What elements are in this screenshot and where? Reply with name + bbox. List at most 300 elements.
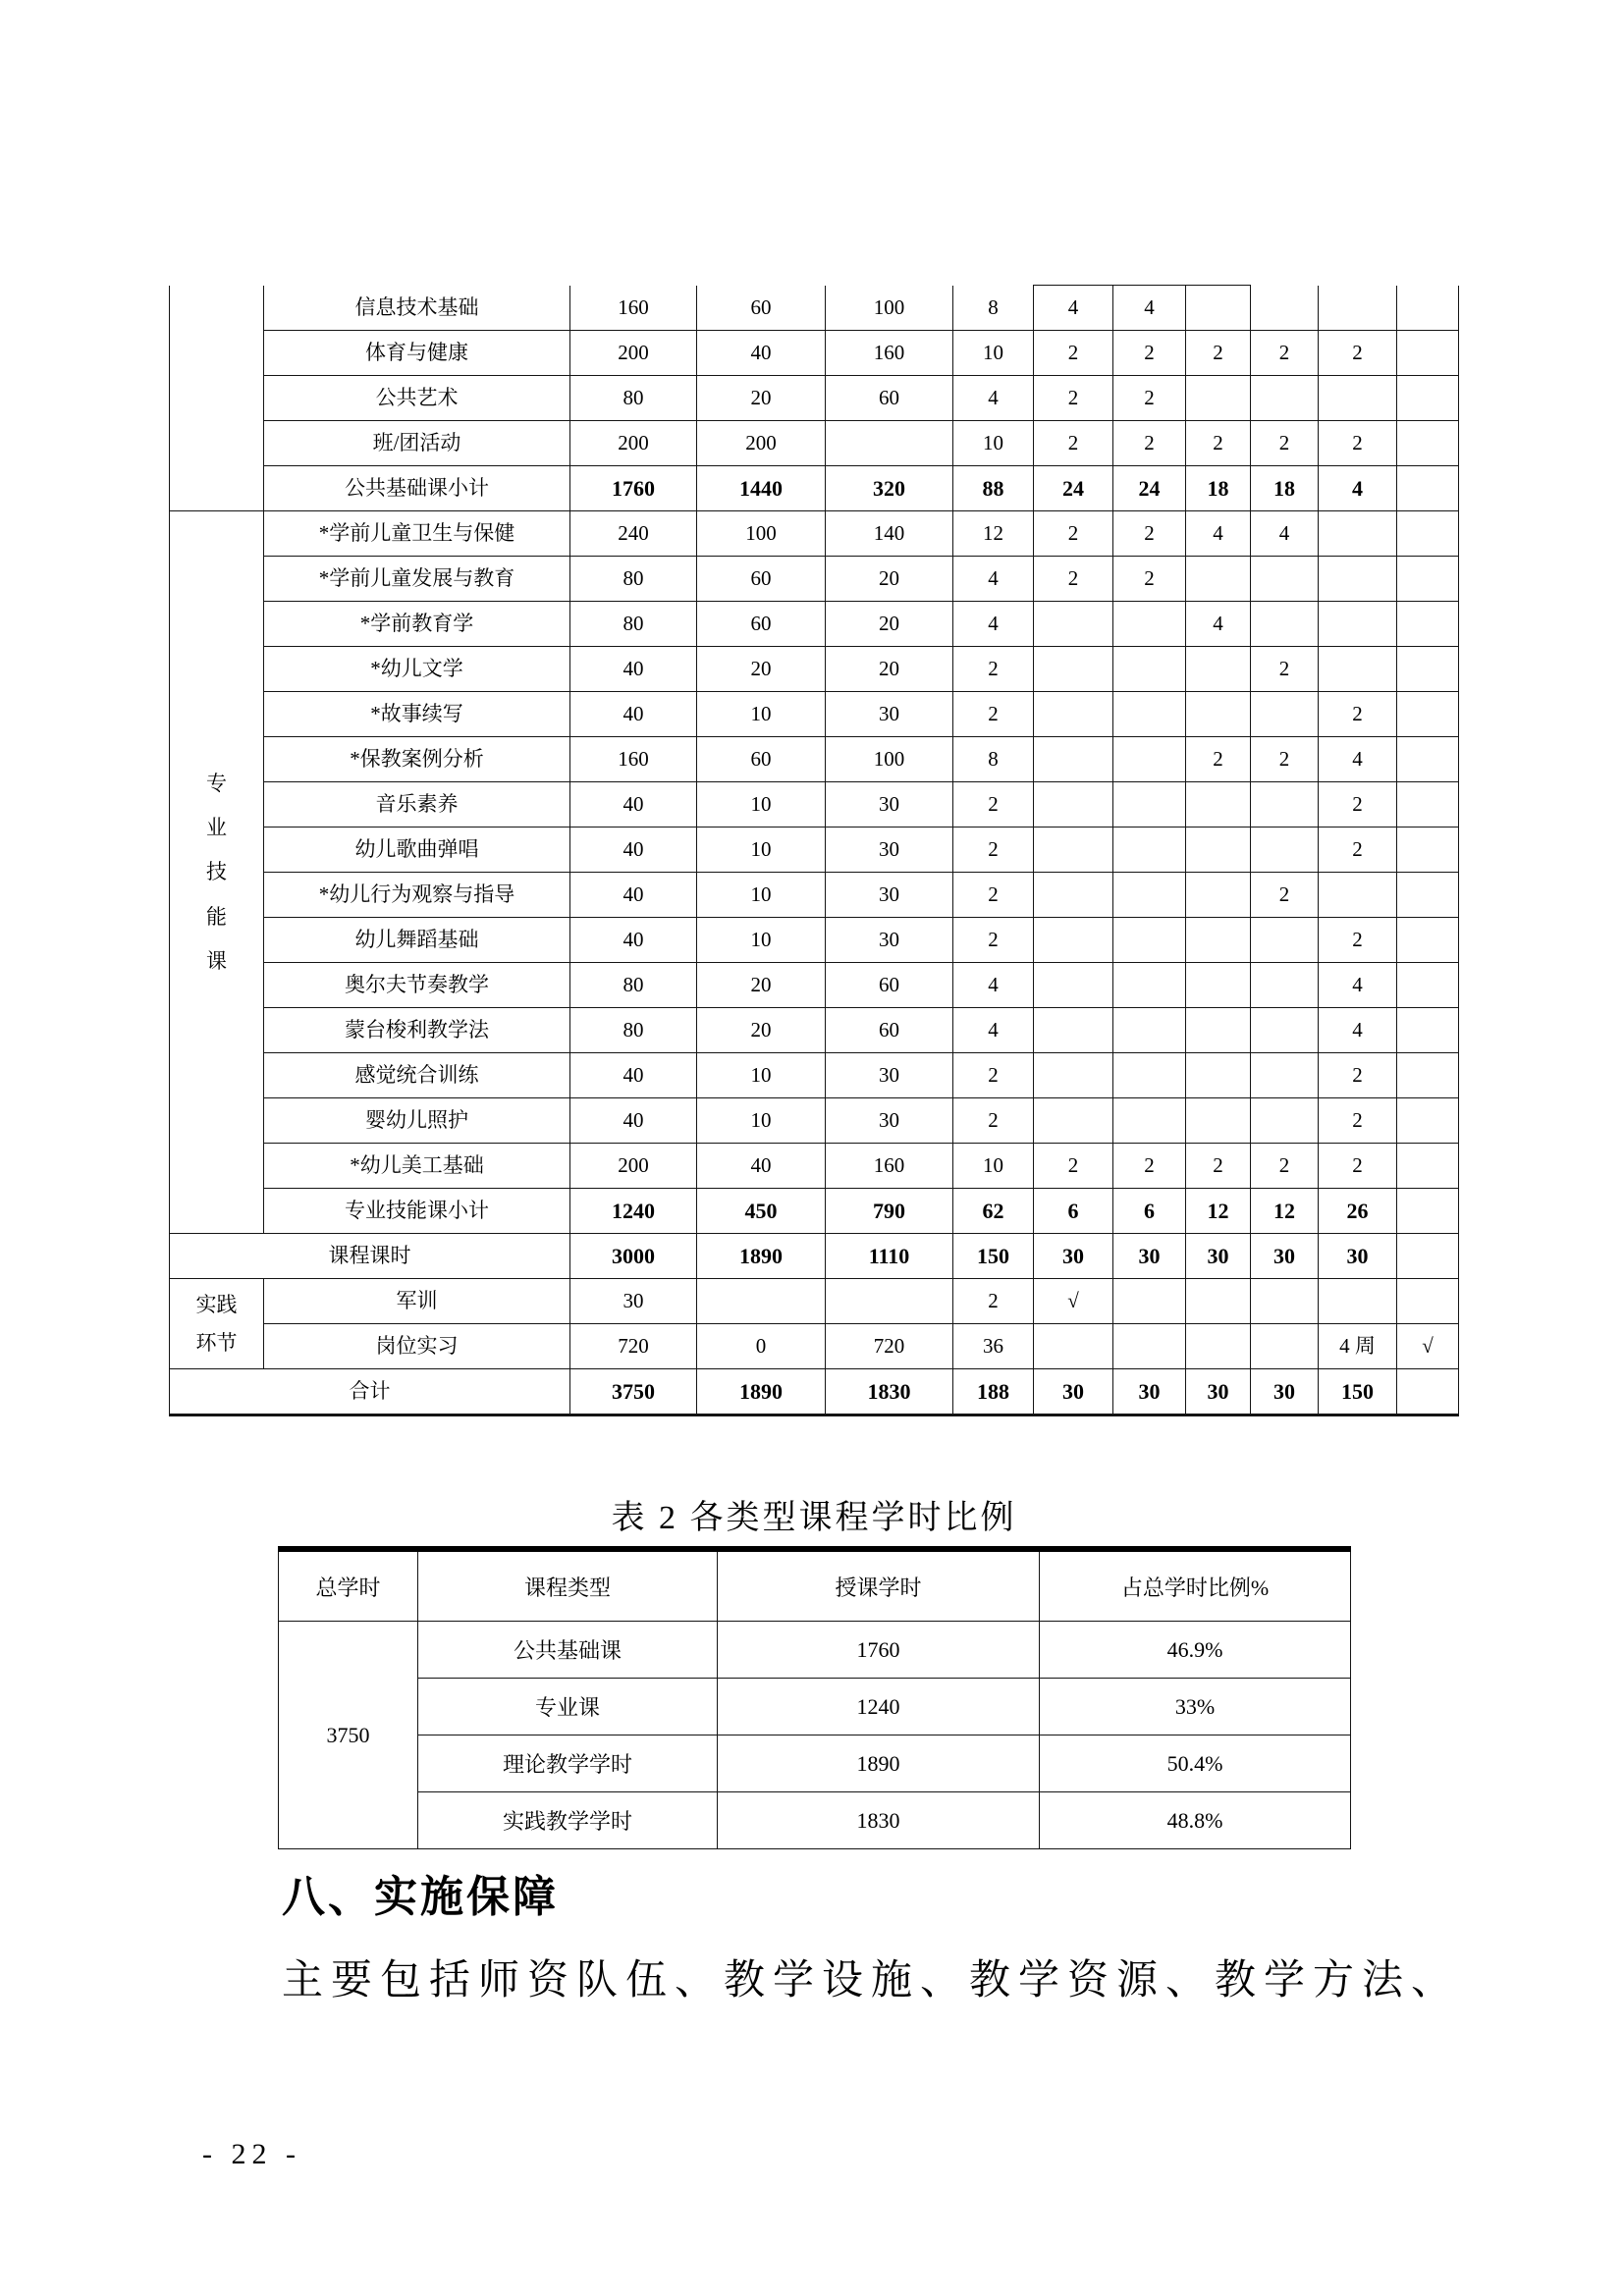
- sem5-weekly-cell: [1319, 557, 1397, 602]
- course-name-cell: 公共基础课小计: [264, 466, 570, 511]
- practice-hours-cell: 20: [826, 602, 953, 647]
- sem1-weekly-cell: 2: [1034, 421, 1113, 466]
- theory-hours-cell: 450: [697, 1189, 826, 1234]
- table2-header-type: 课程类型: [418, 1549, 718, 1622]
- course-name-cell: *学前儿童卫生与保健: [264, 511, 570, 557]
- credits-cell: 4: [953, 963, 1034, 1008]
- theory-hours-cell: 10: [697, 1053, 826, 1098]
- sem2-weekly-cell: [1113, 1279, 1186, 1324]
- theory-hours-cell: 200: [697, 421, 826, 466]
- course-type-cell: 实践教学学时: [418, 1792, 718, 1849]
- sem5-weekly-cell: 4: [1319, 963, 1397, 1008]
- sem5-weekly-cell: [1319, 873, 1397, 918]
- sem5-weekly-cell: [1319, 647, 1397, 692]
- sem3-weekly-cell: [1186, 647, 1251, 692]
- remark-cell: √: [1397, 1324, 1459, 1369]
- sem5-weekly-cell: 2: [1319, 918, 1397, 963]
- sem3-weekly-cell: [1186, 828, 1251, 873]
- course-name-cell: *学前儿童发展与教育: [264, 557, 570, 602]
- sem3-weekly-cell: [1186, 1053, 1251, 1098]
- course-name-cell: 蒙台梭利教学法: [264, 1008, 570, 1053]
- practice-hours-cell: 320: [826, 466, 953, 511]
- course-name-cell: *学前教育学: [264, 602, 570, 647]
- total-hours-cell: 160: [570, 286, 697, 331]
- sem5-weekly-cell: [1319, 602, 1397, 647]
- credits-cell: 10: [953, 1144, 1034, 1189]
- remark-cell: [1397, 1279, 1459, 1324]
- sem4-weekly-cell: [1251, 1279, 1319, 1324]
- credits-cell: 8: [953, 286, 1034, 331]
- total-hours-cell: 40: [570, 1098, 697, 1144]
- credits-cell: 88: [953, 466, 1034, 511]
- sem4-weekly-cell: 2: [1251, 421, 1319, 466]
- total-hours-cell: 80: [570, 1008, 697, 1053]
- theory-hours-cell: 20: [697, 647, 826, 692]
- sem2-weekly-cell: 24: [1113, 466, 1186, 511]
- remark-cell: [1397, 1098, 1459, 1144]
- sem3-weekly-cell: 2: [1186, 421, 1251, 466]
- sem3-weekly-cell: 30: [1186, 1369, 1251, 1415]
- sem1-weekly-cell: 2: [1034, 511, 1113, 557]
- credits-cell: 2: [953, 647, 1034, 692]
- sem4-weekly-cell: [1251, 692, 1319, 737]
- remark-cell: [1397, 873, 1459, 918]
- theory-hours-cell: 1890: [697, 1369, 826, 1415]
- sem1-weekly-cell: [1034, 737, 1113, 782]
- practice-hours-cell: 30: [826, 918, 953, 963]
- total-hours-cell: 40: [570, 873, 697, 918]
- table-row: [170, 376, 1459, 421]
- total-hours-cell: 240: [570, 511, 697, 557]
- remark-cell: [1397, 376, 1459, 421]
- practice-hours-cell: 30: [826, 1098, 953, 1144]
- course-name-cell: 专业技能课小计: [264, 1189, 570, 1234]
- sem1-weekly-cell: [1034, 692, 1113, 737]
- table2-header-hours: 授课学时: [718, 1549, 1040, 1622]
- course-name-cell: 奥尔夫节奏教学: [264, 963, 570, 1008]
- course-name-cell: *保教案例分析: [264, 737, 570, 782]
- practice-hours-cell: 140: [826, 511, 953, 557]
- section-heading: 八、实施保障: [282, 1873, 559, 1921]
- sem1-weekly-cell: 6: [1034, 1189, 1113, 1234]
- theory-hours-cell: 40: [697, 331, 826, 376]
- remark-cell: [1397, 647, 1459, 692]
- remark-cell: [1397, 466, 1459, 511]
- teaching-hours-cell: 1890: [718, 1735, 1040, 1792]
- sem4-weekly-cell: [1251, 828, 1319, 873]
- table-row: [170, 1279, 1459, 1324]
- total-hours-cell: 80: [570, 602, 697, 647]
- sem3-weekly-cell: 2: [1186, 1144, 1251, 1189]
- sem4-weekly-cell: [1251, 782, 1319, 828]
- sem2-weekly-cell: 6: [1113, 1189, 1186, 1234]
- course-name-cell: *幼儿行为观察与指导: [264, 873, 570, 918]
- sem5-weekly-cell: [1319, 286, 1397, 331]
- practice-hours-cell: 100: [826, 737, 953, 782]
- table2-header-ratio: 占总学时比例%: [1040, 1549, 1351, 1622]
- table-row: [170, 647, 1459, 692]
- table2-row: [279, 1622, 1351, 1679]
- category-cell-public: [170, 286, 264, 511]
- course-name-cell: 信息技术基础: [264, 286, 570, 331]
- total-hours-cell: 30: [570, 1279, 697, 1324]
- course-name-cell: 军训: [264, 1279, 570, 1324]
- total-hours-cell: 200: [570, 331, 697, 376]
- sem2-weekly-cell: [1113, 737, 1186, 782]
- total-hours-cell: 40: [570, 1053, 697, 1098]
- sem1-weekly-cell: [1034, 1098, 1113, 1144]
- course-type-cell: 专业课: [418, 1679, 718, 1735]
- sem2-weekly-cell: 4: [1113, 286, 1186, 331]
- sem2-weekly-cell: [1113, 873, 1186, 918]
- remark-cell: [1397, 557, 1459, 602]
- sem4-weekly-cell: 2: [1251, 647, 1319, 692]
- table-row: [170, 1008, 1459, 1053]
- total-hours-cell: 3750: [570, 1369, 697, 1415]
- theory-hours-cell: 60: [697, 602, 826, 647]
- table-row: [170, 873, 1459, 918]
- credits-cell: 4: [953, 557, 1034, 602]
- practice-hours-cell: 30: [826, 873, 953, 918]
- sem1-weekly-cell: 2: [1034, 1144, 1113, 1189]
- ratio-cell: 50.4%: [1040, 1735, 1351, 1792]
- sem2-weekly-cell: [1113, 1098, 1186, 1144]
- table-row: [170, 963, 1459, 1008]
- theory-hours-cell: 60: [697, 557, 826, 602]
- credits-cell: 2: [953, 1098, 1034, 1144]
- sem5-weekly-cell: 4: [1319, 466, 1397, 511]
- theory-hours-cell: 60: [697, 286, 826, 331]
- practice-hours-cell: 1110: [826, 1234, 953, 1279]
- theory-hours-cell: 1440: [697, 466, 826, 511]
- sem5-weekly-cell: 150: [1319, 1369, 1397, 1415]
- curriculum-tbody: [170, 286, 1459, 1415]
- credits-cell: 12: [953, 511, 1034, 557]
- course-name-cell: *故事续写: [264, 692, 570, 737]
- course-type-cell: 理论教学学时: [418, 1735, 718, 1792]
- category-cell-practice: [170, 1279, 264, 1369]
- ratio-cell: 46.9%: [1040, 1622, 1351, 1679]
- sem2-weekly-cell: [1113, 1324, 1186, 1369]
- sem4-weekly-cell: 30: [1251, 1369, 1319, 1415]
- sem2-weekly-cell: [1113, 1008, 1186, 1053]
- sem1-weekly-cell: 30: [1034, 1234, 1113, 1279]
- table-row: [170, 918, 1459, 963]
- sem2-weekly-cell: [1113, 647, 1186, 692]
- remark-cell: [1397, 511, 1459, 557]
- table2-title: 表 2 各类型课程学时比例: [611, 1500, 1017, 1536]
- sem1-weekly-cell: [1034, 647, 1113, 692]
- credits-cell: 4: [953, 376, 1034, 421]
- sem5-weekly-cell: 4 周: [1319, 1324, 1397, 1369]
- total-hours-cell: 1760: [570, 466, 697, 511]
- sem4-weekly-cell: 18: [1251, 466, 1319, 511]
- sem3-weekly-cell: [1186, 1098, 1251, 1144]
- sem4-weekly-cell: [1251, 376, 1319, 421]
- remark-cell: [1397, 737, 1459, 782]
- credits-cell: 2: [953, 692, 1034, 737]
- sem1-weekly-cell: [1034, 1324, 1113, 1369]
- remark-cell: [1397, 1189, 1459, 1234]
- table-row: [170, 782, 1459, 828]
- table-row: [170, 466, 1459, 511]
- sem5-weekly-cell: 4: [1319, 737, 1397, 782]
- sem1-weekly-cell: [1034, 602, 1113, 647]
- page-number: - 22 -: [202, 2138, 301, 2170]
- sem2-weekly-cell: 2: [1113, 331, 1186, 376]
- credits-cell: 150: [953, 1234, 1034, 1279]
- theory-hours-cell: 20: [697, 1008, 826, 1053]
- course-name-cell: 体育与健康: [264, 331, 570, 376]
- credits-cell: 10: [953, 331, 1034, 376]
- practice-hours-cell: [826, 421, 953, 466]
- credits-cell: 62: [953, 1189, 1034, 1234]
- practice-hours-cell: 20: [826, 647, 953, 692]
- table-row: [170, 421, 1459, 466]
- table2-tbody: [279, 1622, 1351, 1849]
- course-name-cell: *幼儿美工基础: [264, 1144, 570, 1189]
- theory-hours-cell: 10: [697, 918, 826, 963]
- practice-hours-cell: [826, 1279, 953, 1324]
- sem4-weekly-cell: [1251, 918, 1319, 963]
- table-row: [170, 1144, 1459, 1189]
- ratio-cell: 33%: [1040, 1679, 1351, 1735]
- credits-cell: 2: [953, 1279, 1034, 1324]
- theory-hours-cell: 20: [697, 963, 826, 1008]
- table-row: [170, 692, 1459, 737]
- sem2-weekly-cell: [1113, 828, 1186, 873]
- remark-cell: [1397, 421, 1459, 466]
- practice-hours-cell: 720: [826, 1324, 953, 1369]
- total-hours-cell: 1240: [570, 1189, 697, 1234]
- sem3-weekly-cell: 12: [1186, 1189, 1251, 1234]
- total-hours-cell: 3000: [570, 1234, 697, 1279]
- sem3-weekly-cell: 4: [1186, 602, 1251, 647]
- remark-cell: [1397, 1008, 1459, 1053]
- sem2-weekly-cell: 2: [1113, 421, 1186, 466]
- sem3-weekly-cell: [1186, 692, 1251, 737]
- sem3-weekly-cell: [1186, 918, 1251, 963]
- sem4-weekly-cell: [1251, 1324, 1319, 1369]
- remark-cell: [1397, 828, 1459, 873]
- sem5-weekly-cell: [1319, 376, 1397, 421]
- practice-hours-cell: 30: [826, 692, 953, 737]
- credits-cell: 36: [953, 1324, 1034, 1369]
- remark-cell: [1397, 1144, 1459, 1189]
- sem5-weekly-cell: 4: [1319, 1008, 1397, 1053]
- table-row: [170, 1234, 1459, 1279]
- total-hours-cell: 200: [570, 1144, 697, 1189]
- course-name-cell: 感觉统合训练: [264, 1053, 570, 1098]
- practice-hours-cell: 30: [826, 782, 953, 828]
- table-row: [170, 511, 1459, 557]
- theory-hours-cell: [697, 1279, 826, 1324]
- practice-hours-cell: 60: [826, 963, 953, 1008]
- sem3-weekly-cell: [1186, 782, 1251, 828]
- theory-hours-cell: 1890: [697, 1234, 826, 1279]
- theory-hours-cell: 0: [697, 1324, 826, 1369]
- sem1-weekly-cell: 4: [1034, 286, 1113, 331]
- practice-hours-cell: 30: [826, 1053, 953, 1098]
- remark-cell: [1397, 1053, 1459, 1098]
- table-row: [170, 828, 1459, 873]
- remark-cell: [1397, 918, 1459, 963]
- theory-hours-cell: 10: [697, 692, 826, 737]
- sem3-weekly-cell: [1186, 873, 1251, 918]
- sem2-weekly-cell: [1113, 963, 1186, 1008]
- practice-hours-cell: 160: [826, 331, 953, 376]
- credits-cell: 2: [953, 1053, 1034, 1098]
- sem2-weekly-cell: [1113, 1053, 1186, 1098]
- remark-cell: [1397, 1234, 1459, 1279]
- remark-cell: [1397, 1369, 1459, 1415]
- theory-hours-cell: 60: [697, 737, 826, 782]
- sem3-weekly-cell: 4: [1186, 511, 1251, 557]
- sem1-weekly-cell: [1034, 918, 1113, 963]
- credits-cell: 2: [953, 873, 1034, 918]
- practice-hours-cell: 160: [826, 1144, 953, 1189]
- course-name-cell: *幼儿文学: [264, 647, 570, 692]
- sem5-weekly-cell: 2: [1319, 782, 1397, 828]
- course-name-cell: 幼儿歌曲弹唱: [264, 828, 570, 873]
- sem4-weekly-cell: [1251, 557, 1319, 602]
- sem5-weekly-cell: 2: [1319, 692, 1397, 737]
- remark-cell: [1397, 963, 1459, 1008]
- table-row: [170, 1053, 1459, 1098]
- total-hours-cell: 80: [570, 557, 697, 602]
- practice-hours-cell: 1830: [826, 1369, 953, 1415]
- course-name-cell: 音乐素养: [264, 782, 570, 828]
- total-hours-cell: 160: [570, 737, 697, 782]
- sem5-weekly-cell: 2: [1319, 1053, 1397, 1098]
- practice-hours-cell: 790: [826, 1189, 953, 1234]
- credits-cell: 8: [953, 737, 1034, 782]
- course-type-cell: 公共基础课: [418, 1622, 718, 1679]
- table-row: [170, 286, 1459, 331]
- remark-cell: [1397, 331, 1459, 376]
- sem1-weekly-cell: 24: [1034, 466, 1113, 511]
- hours-ratio-table: [278, 1546, 1351, 1849]
- sem3-weekly-cell: [1186, 286, 1251, 331]
- vertical-category-label: 专 业 技 能 课: [206, 772, 227, 973]
- sem2-weekly-cell: [1113, 782, 1186, 828]
- sem3-weekly-cell: 2: [1186, 331, 1251, 376]
- theory-hours-cell: 10: [697, 873, 826, 918]
- sem1-weekly-cell: 30: [1034, 1369, 1113, 1415]
- theory-hours-cell: 20: [697, 376, 826, 421]
- sem4-weekly-cell: [1251, 286, 1319, 331]
- sem1-weekly-cell: 2: [1034, 557, 1113, 602]
- theory-hours-cell: 10: [697, 1098, 826, 1144]
- practice-category-label: 实践 环节: [195, 1293, 238, 1355]
- sem1-weekly-cell: [1034, 828, 1113, 873]
- sem3-weekly-cell: [1186, 1279, 1251, 1324]
- total-hours-cell: 720: [570, 1324, 697, 1369]
- sem2-weekly-cell: 2: [1113, 511, 1186, 557]
- sem3-weekly-cell: 2: [1186, 737, 1251, 782]
- sem1-weekly-cell: [1034, 873, 1113, 918]
- remark-cell: [1397, 602, 1459, 647]
- table2-row: [279, 1792, 1351, 1849]
- course-name-cell: 幼儿舞蹈基础: [264, 918, 570, 963]
- theory-hours-cell: 40: [697, 1144, 826, 1189]
- course-name-cell: 岗位实习: [264, 1324, 570, 1369]
- sem5-weekly-cell: 2: [1319, 1098, 1397, 1144]
- teaching-hours-cell: 1760: [718, 1622, 1040, 1679]
- sem5-weekly-cell: 26: [1319, 1189, 1397, 1234]
- sem4-weekly-cell: [1251, 1008, 1319, 1053]
- sem4-weekly-cell: [1251, 963, 1319, 1008]
- total-hours-cell: 40: [570, 647, 697, 692]
- table2-header-total: 总学时: [279, 1549, 418, 1622]
- table2-row: [279, 1679, 1351, 1735]
- sem3-weekly-cell: [1186, 963, 1251, 1008]
- total-hours-cell: 40: [570, 692, 697, 737]
- total-hours-cell: 40: [570, 918, 697, 963]
- practice-hours-cell: 30: [826, 828, 953, 873]
- curriculum-table: [169, 285, 1459, 1416]
- practice-hours-cell: 60: [826, 376, 953, 421]
- sem2-weekly-cell: 2: [1113, 376, 1186, 421]
- ratio-cell: 48.8%: [1040, 1792, 1351, 1849]
- credits-cell: 188: [953, 1369, 1034, 1415]
- total-hours-cell: 80: [570, 376, 697, 421]
- sem2-weekly-cell: [1113, 602, 1186, 647]
- total-hours-cell: 80: [570, 963, 697, 1008]
- practice-hours-cell: 100: [826, 286, 953, 331]
- table-row: [170, 1369, 1459, 1415]
- sem2-weekly-cell: 2: [1113, 557, 1186, 602]
- sem2-weekly-cell: [1113, 918, 1186, 963]
- sem5-weekly-cell: 2: [1319, 828, 1397, 873]
- table-row: [170, 737, 1459, 782]
- course-name-cell: 公共艺术: [264, 376, 570, 421]
- body-paragraph: 主要包括师资队伍、教学设施、教学资源、教学方法、: [282, 1958, 1461, 2003]
- sem4-weekly-cell: 4: [1251, 511, 1319, 557]
- credits-cell: 4: [953, 602, 1034, 647]
- course-name-cell: 婴幼儿照护: [264, 1098, 570, 1144]
- credits-cell: 4: [953, 1008, 1034, 1053]
- sem1-weekly-cell: √: [1034, 1279, 1113, 1324]
- sem5-weekly-cell: 2: [1319, 421, 1397, 466]
- sem2-weekly-cell: 2: [1113, 1144, 1186, 1189]
- sem3-weekly-cell: [1186, 1324, 1251, 1369]
- table2-header-row: [279, 1549, 1351, 1622]
- sem5-weekly-cell: 30: [1319, 1234, 1397, 1279]
- sem1-weekly-cell: 2: [1034, 331, 1113, 376]
- course-name-cell: 班/团活动: [264, 421, 570, 466]
- sem3-weekly-cell: 30: [1186, 1234, 1251, 1279]
- theory-hours-cell: 10: [697, 782, 826, 828]
- table-row: [170, 331, 1459, 376]
- total-hours-cell: 40: [570, 782, 697, 828]
- sem4-weekly-cell: 2: [1251, 737, 1319, 782]
- sem2-weekly-cell: 30: [1113, 1369, 1186, 1415]
- sem1-weekly-cell: 2: [1034, 376, 1113, 421]
- remark-cell: [1397, 782, 1459, 828]
- sem2-weekly-cell: 30: [1113, 1234, 1186, 1279]
- sem1-weekly-cell: [1034, 963, 1113, 1008]
- table-row: [170, 1189, 1459, 1234]
- sem4-weekly-cell: 30: [1251, 1234, 1319, 1279]
- credits-cell: 2: [953, 918, 1034, 963]
- sem4-weekly-cell: 2: [1251, 1144, 1319, 1189]
- sem1-weekly-cell: [1034, 1008, 1113, 1053]
- sem4-weekly-cell: [1251, 1098, 1319, 1144]
- total-hours-cell: 200: [570, 421, 697, 466]
- practice-hours-cell: 60: [826, 1008, 953, 1053]
- sem4-weekly-cell: 2: [1251, 873, 1319, 918]
